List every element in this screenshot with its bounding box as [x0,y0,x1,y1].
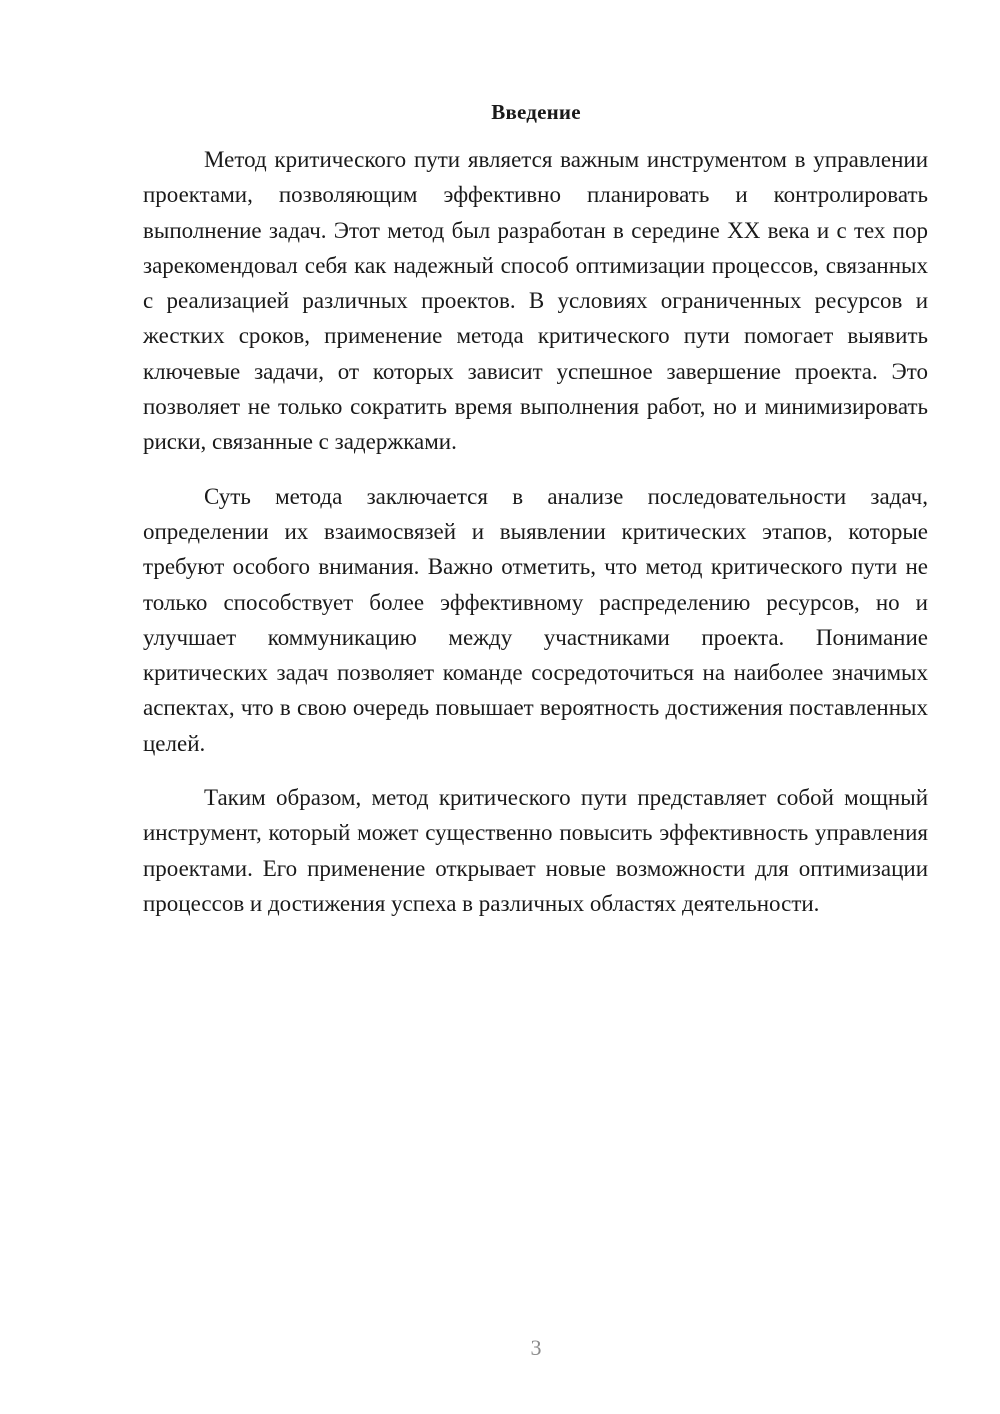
section-heading: Введение [491,100,581,124]
paragraph-1: Метод критического пути является важным инструментом в управлении проектами, позволяющим эффективно планировать и контролировать выполнение задач. Этот метод был разработан в середине XX века и с тех пор зарекомендовал себя как надежный способ оптимизации процессов, связанных с реализацией различных проектов. В условиях ограниченных ресурсов и жестких сроков, применение метода критического пути помогает выявить ключевые задачи, от которых зависит успешное завершение проекта. Это позволяет не только сократить время выполнения работ, но и минимизировать риски, связанные с задержками. [143,147,928,455]
paragraph-2: Суть метода заключается в анализе последовательности задач, определении их взаимосвязей и выявлении критических этапов, которые требуют особого внимания. Важно отметить, что метод критического пути не только способствует более эффективному распределению ресурсов, но и улучшает коммуникацию между участниками проекта. Понимание критических задач позволяет команде сосредоточиться на наиболее значимых аспектах, что в свою очередь повышает вероятность достижения поставленных целей. [143,483,928,756]
body-text [143,142,928,921]
paragraph-3: Таким образом, метод критического пути представляет собой мощный инструмент, который может существенно повысить эффективность управления проектами. Его применение открывает новые возможности для оптимизации процессов и достижения успеха в различных областях деятельности. [143,785,928,916]
page-number: 3 [530,1335,542,1360]
